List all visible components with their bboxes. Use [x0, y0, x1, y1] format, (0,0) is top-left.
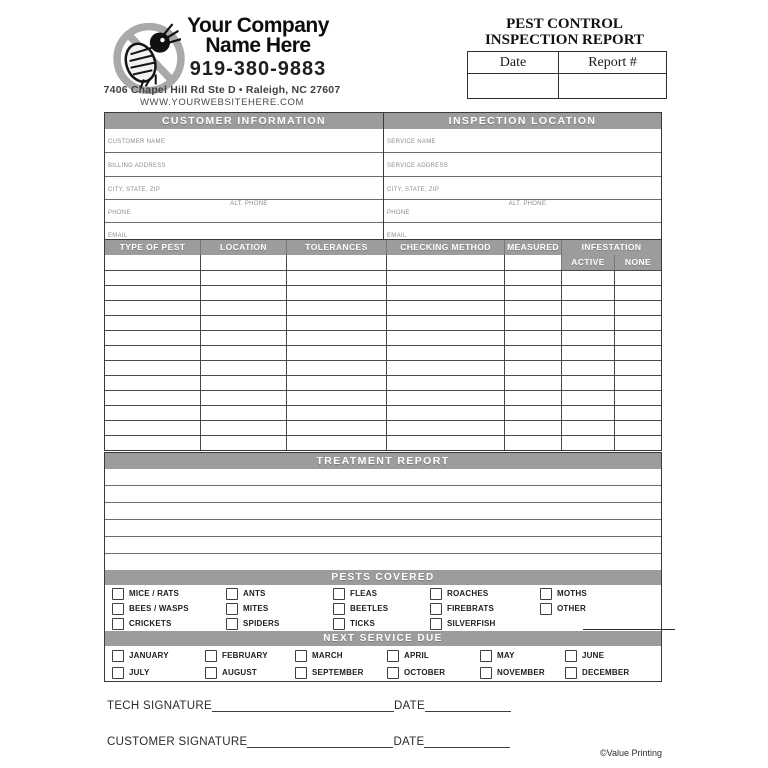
pest-table-row: [105, 435, 661, 450]
treatment-writing-line[interactable]: [105, 537, 661, 554]
pest-table-input-cell[interactable]: [105, 300, 200, 315]
pest-table-input-cell[interactable]: [386, 375, 504, 390]
pest-table-input-cell[interactable]: [561, 270, 614, 285]
checkbox-icon[interactable]: [112, 650, 124, 662]
pest-table-input-cell[interactable]: [286, 330, 386, 345]
pest-table-input-cell[interactable]: [614, 360, 661, 375]
month-option-january[interactable]: JANUARY: [105, 647, 198, 664]
pest-option-roaches[interactable]: ROACHES: [423, 586, 533, 601]
checkbox-icon[interactable]: [205, 650, 217, 662]
pest-table-input-cell[interactable]: [105, 420, 200, 435]
pest-table-input-cell[interactable]: [614, 405, 661, 420]
pest-table-input-cell[interactable]: [386, 390, 504, 405]
report-title-line2: INSPECTION REPORT: [484, 32, 645, 49]
pest-option-ants[interactable]: ANTS: [219, 586, 326, 601]
checkbox-icon[interactable]: [112, 618, 124, 630]
col-infestation: INFESTATION: [561, 240, 661, 255]
pest-table-input-cell[interactable]: [200, 390, 286, 405]
checkbox-icon[interactable]: [430, 603, 442, 615]
pest-table-input-cell[interactable]: [105, 360, 200, 375]
customer-phone-field[interactable]: PHONE ALT. PHONE: [105, 199, 383, 222]
other-write-in-line[interactable]: [583, 618, 675, 630]
pest-table-row: [105, 390, 661, 405]
service-name-field[interactable]: SERVICE NAME: [387, 139, 436, 145]
pest-table-body: [105, 270, 661, 450]
tech-date-label: DATE: [393, 700, 425, 712]
pest-table-input-cell[interactable]: [200, 330, 286, 345]
tech-signature-row: [107, 696, 587, 712]
pest-table-input-cell[interactable]: [286, 405, 386, 420]
pest-option-mice-rats[interactable]: MICE / RATS: [105, 586, 219, 601]
checkbox-icon[interactable]: [480, 667, 492, 679]
pest-table-input-cell[interactable]: [614, 270, 661, 285]
pest-table-input-cell[interactable]: [286, 345, 386, 360]
pests-covered-title: PESTS COVERED: [105, 570, 661, 585]
checkbox-icon[interactable]: [565, 667, 577, 679]
pest-table-input-cell[interactable]: [561, 420, 614, 435]
billing-address-field[interactable]: BILLING ADDRESS: [105, 152, 383, 176]
pest-table-input-cell[interactable]: [504, 420, 561, 435]
customer-signature-row: [107, 732, 587, 748]
checkbox-icon[interactable]: [226, 588, 238, 600]
checkbox-icon[interactable]: [430, 618, 442, 630]
pest-table-row: [105, 345, 661, 360]
pest-table-input-cell[interactable]: [504, 345, 561, 360]
month-option-june[interactable]: JUNE: [558, 647, 661, 664]
customer-email-field[interactable]: EMAIL: [105, 222, 383, 246]
pest-table-input-cell[interactable]: [200, 315, 286, 330]
pest-table: [104, 239, 662, 451]
pest-option-beetles[interactable]: BEETLES: [326, 601, 423, 616]
pest-table-input-cell[interactable]: [105, 330, 200, 345]
customer-information-title: CUSTOMER INFORMATION: [105, 113, 383, 129]
treatment-writing-line[interactable]: [105, 520, 661, 537]
pest-table-input-cell[interactable]: [386, 270, 504, 285]
pest-option-firebrats[interactable]: FIREBRATS: [423, 601, 533, 616]
pest-table-input-cell[interactable]: [614, 345, 661, 360]
pest-table-input-cell[interactable]: [105, 435, 200, 450]
pest-table-input-cell[interactable]: [105, 270, 200, 285]
pest-table-input-cell[interactable]: [200, 375, 286, 390]
col-tolerances: TOLERANCES: [286, 240, 386, 255]
pest-table-input-cell[interactable]: [561, 300, 614, 315]
inspection-location-panel: [383, 113, 661, 246]
pest-table-row: [105, 330, 661, 345]
col-checking-method: CHECKING METHOD: [386, 240, 504, 255]
pest-table-input-cell[interactable]: [200, 420, 286, 435]
pest-option-spiders[interactable]: SPIDERS: [219, 616, 326, 631]
checkbox-icon[interactable]: [387, 650, 399, 662]
pest-table-row: [105, 270, 661, 285]
service-phone-field[interactable]: PHONE ALT. PHONE: [384, 199, 661, 222]
pest-table-input-cell[interactable]: [386, 285, 504, 300]
pest-table-input-cell[interactable]: [286, 300, 386, 315]
month-option-august[interactable]: AUGUST: [198, 664, 288, 681]
pest-table-input-cell[interactable]: [105, 405, 200, 420]
next-service-due-title: NEXT SERVICE DUE: [105, 631, 661, 646]
pest-table-input-cell[interactable]: [386, 420, 504, 435]
company-header: [104, 8, 354, 108]
pest-table-input-cell[interactable]: [614, 390, 661, 405]
pest-table-input-cell[interactable]: [614, 435, 661, 450]
pest-table-input-cell[interactable]: [504, 405, 561, 420]
pest-table-input-cell[interactable]: [614, 285, 661, 300]
pest-other-write-in[interactable]: [533, 616, 675, 631]
month-option-april[interactable]: APRIL: [380, 647, 473, 664]
pest-option-moths[interactable]: MOTHS: [533, 586, 675, 601]
pest-option-mites[interactable]: MITES: [219, 601, 326, 616]
customer-inspection-section: [104, 112, 662, 247]
pest-table-input-cell[interactable]: [105, 375, 200, 390]
service-city-state-zip-field[interactable]: CITY, STATE, ZIP: [384, 176, 661, 199]
customer-signature-label: CUSTOMER SIGNATURE: [107, 736, 248, 748]
month-option-july[interactable]: JULY: [105, 664, 198, 681]
customer-name-field[interactable]: CUSTOMER NAME: [108, 139, 166, 145]
checkbox-icon[interactable]: [112, 588, 124, 600]
pest-table-input-cell[interactable]: [286, 285, 386, 300]
lower-section: [104, 452, 662, 682]
month-option-march[interactable]: MARCH: [288, 647, 380, 664]
report-number-label: Report #: [558, 52, 666, 74]
pest-table-input-cell[interactable]: [504, 390, 561, 405]
checkbox-icon[interactable]: [295, 667, 307, 679]
customer-signature-line[interactable]: [247, 733, 393, 748]
pest-option-ticks[interactable]: TICKS: [326, 616, 423, 631]
customer-city-state-zip-field[interactable]: CITY, STATE, ZIP: [105, 176, 383, 199]
pest-table-input-cell[interactable]: [200, 405, 286, 420]
pest-table-subheader: [105, 255, 661, 270]
customer-date-line[interactable]: [424, 733, 510, 748]
checkbox-icon[interactable]: [430, 588, 442, 600]
pest-table-input-cell[interactable]: [504, 435, 561, 450]
month-option-december[interactable]: DECEMBER: [558, 664, 661, 681]
pest-table-input-cell[interactable]: [614, 315, 661, 330]
month-option-october[interactable]: OCTOBER: [380, 664, 473, 681]
pest-table-input-cell[interactable]: [614, 375, 661, 390]
checkbox-icon[interactable]: [112, 603, 124, 615]
pest-table-input-cell[interactable]: [200, 285, 286, 300]
pest-table-input-cell[interactable]: [561, 375, 614, 390]
date-input-cell[interactable]: [468, 74, 558, 98]
pest-option-crickets[interactable]: CRICKETS: [105, 616, 219, 631]
checkbox-icon[interactable]: [112, 667, 124, 679]
tech-signature-label: TECH SIGNATURE: [107, 700, 212, 712]
pest-table-input-cell[interactable]: [386, 330, 504, 345]
signature-section: [107, 696, 587, 768]
pest-table-input-cell[interactable]: [200, 270, 286, 285]
company-name-line1: Your Company: [187, 14, 329, 37]
pest-table-input-cell[interactable]: [200, 360, 286, 375]
pest-table-input-cell[interactable]: [614, 300, 661, 315]
pest-table-row: [105, 300, 661, 315]
col-none: NONE: [614, 255, 661, 270]
checkbox-icon[interactable]: [226, 603, 238, 615]
pest-table-input-cell[interactable]: [504, 270, 561, 285]
pest-table-input-cell[interactable]: [105, 285, 200, 300]
customer-date-label: DATE: [393, 736, 425, 748]
treatment-lines: [105, 469, 661, 570]
month-option-may[interactable]: MAY: [473, 647, 558, 664]
pest-table-input-cell[interactable]: [286, 390, 386, 405]
treatment-writing-line[interactable]: [105, 469, 661, 486]
pest-table-input-cell[interactable]: [286, 420, 386, 435]
pest-table-input-cell[interactable]: [561, 405, 614, 420]
pest-table-row: [105, 360, 661, 375]
pest-table-input-cell[interactable]: [386, 300, 504, 315]
pest-table-input-cell[interactable]: [286, 315, 386, 330]
pest-table-input-cell[interactable]: [561, 285, 614, 300]
month-option-november[interactable]: NOVEMBER: [473, 664, 558, 681]
pest-option-bees-wasps[interactable]: BEES / WASPS: [105, 601, 219, 616]
pest-table-input-cell[interactable]: [614, 330, 661, 345]
pest-table-input-cell[interactable]: [386, 345, 504, 360]
date-report-table: [467, 51, 667, 99]
report-number-input-cell[interactable]: [558, 74, 666, 98]
pest-table-input-cell[interactable]: [614, 420, 661, 435]
checkbox-icon[interactable]: [333, 588, 345, 600]
tech-date-line[interactable]: [425, 697, 511, 712]
pest-table-row: [105, 420, 661, 435]
pest-table-input-cell[interactable]: [504, 315, 561, 330]
pest-table-row: [105, 405, 661, 420]
checkbox-icon[interactable]: [540, 603, 552, 615]
pest-table-input-cell[interactable]: [504, 285, 561, 300]
pests-covered-grid: [105, 585, 661, 631]
printer-copyright: ©Value Printing: [600, 748, 662, 758]
date-label: Date: [468, 52, 558, 74]
pest-table-input-cell[interactable]: [504, 330, 561, 345]
pest-option-fleas[interactable]: FLEAS: [326, 586, 423, 601]
treatment-writing-line[interactable]: [105, 503, 661, 520]
pest-table-input-cell[interactable]: [105, 315, 200, 330]
month-option-september[interactable]: SEPTEMBER: [288, 664, 380, 681]
pest-option-other[interactable]: OTHER: [533, 601, 675, 616]
checkbox-icon[interactable]: [205, 667, 217, 679]
report-title-line1: PEST CONTROL: [506, 16, 623, 32]
pest-table-input-cell[interactable]: [105, 345, 200, 360]
pest-table-input-cell[interactable]: [504, 360, 561, 375]
col-location: LOCATION: [200, 240, 286, 255]
inspection-location-title: INSPECTION LOCATION: [384, 113, 661, 129]
tech-signature-line[interactable]: [212, 697, 394, 712]
pest-table-input-cell[interactable]: [386, 435, 504, 450]
pest-table-input-cell[interactable]: [200, 300, 286, 315]
pest-table-input-cell[interactable]: [386, 315, 504, 330]
checkbox-icon[interactable]: [387, 667, 399, 679]
report-header: [462, 16, 667, 99]
pest-table-input-cell[interactable]: [504, 375, 561, 390]
pest-table-input-cell[interactable]: [105, 390, 200, 405]
treatment-writing-line[interactable]: [105, 554, 661, 570]
company-website: WWW.YOURWEBSITEHERE.COM: [139, 97, 305, 108]
customer-information-panel: [105, 113, 383, 246]
pest-table-input-cell[interactable]: [561, 315, 614, 330]
pest-table-input-cell[interactable]: [561, 330, 614, 345]
pest-table-input-cell[interactable]: [561, 345, 614, 360]
checkbox-icon[interactable]: [480, 650, 492, 662]
pest-table-input-cell[interactable]: [386, 405, 504, 420]
pest-table-header: [105, 240, 661, 255]
pest-table-input-cell[interactable]: [286, 360, 386, 375]
company-address: 7406 Chapel Hill Rd Ste D • Raleigh, NC 27607: [103, 84, 341, 96]
checkbox-icon[interactable]: [565, 650, 577, 662]
pest-table-input-cell[interactable]: [504, 300, 561, 315]
pest-table-input-cell[interactable]: [286, 270, 386, 285]
pest-table-input-cell[interactable]: [286, 375, 386, 390]
pest-table-input-cell[interactable]: [561, 390, 614, 405]
checkbox-icon[interactable]: [540, 588, 552, 600]
pest-table-input-cell[interactable]: [200, 435, 286, 450]
col-measured: MEASURED: [504, 240, 561, 255]
company-phone: 919-380-9883: [189, 58, 327, 81]
service-email-field[interactable]: EMAIL: [384, 222, 661, 246]
next-service-grid: [105, 646, 661, 681]
treatment-report-title: TREATMENT REPORT: [105, 453, 661, 469]
col-type-of-pest: TYPE OF PEST: [105, 240, 200, 255]
company-name-line2: Name Here: [205, 33, 311, 57]
pest-table-row: [105, 285, 661, 300]
pest-table-input-cell[interactable]: [561, 435, 614, 450]
pest-table-input-cell[interactable]: [386, 360, 504, 375]
pest-table-input-cell[interactable]: [200, 345, 286, 360]
pest-option-silverfish[interactable]: SILVERFISH: [423, 616, 533, 631]
month-option-february[interactable]: FEBRUARY: [198, 647, 288, 664]
checkbox-icon[interactable]: [295, 650, 307, 662]
pest-table-row: [105, 315, 661, 330]
checkbox-icon[interactable]: [333, 618, 345, 630]
checkbox-icon[interactable]: [333, 603, 345, 615]
treatment-writing-line[interactable]: [105, 486, 661, 503]
pest-table-row: [105, 375, 661, 390]
pest-table-input-cell[interactable]: [286, 435, 386, 450]
service-address-field[interactable]: SERVICE ADDRESS: [384, 152, 661, 176]
checkbox-icon[interactable]: [226, 618, 238, 630]
col-active: ACTIVE: [561, 255, 614, 270]
pest-table-input-cell[interactable]: [561, 360, 614, 375]
